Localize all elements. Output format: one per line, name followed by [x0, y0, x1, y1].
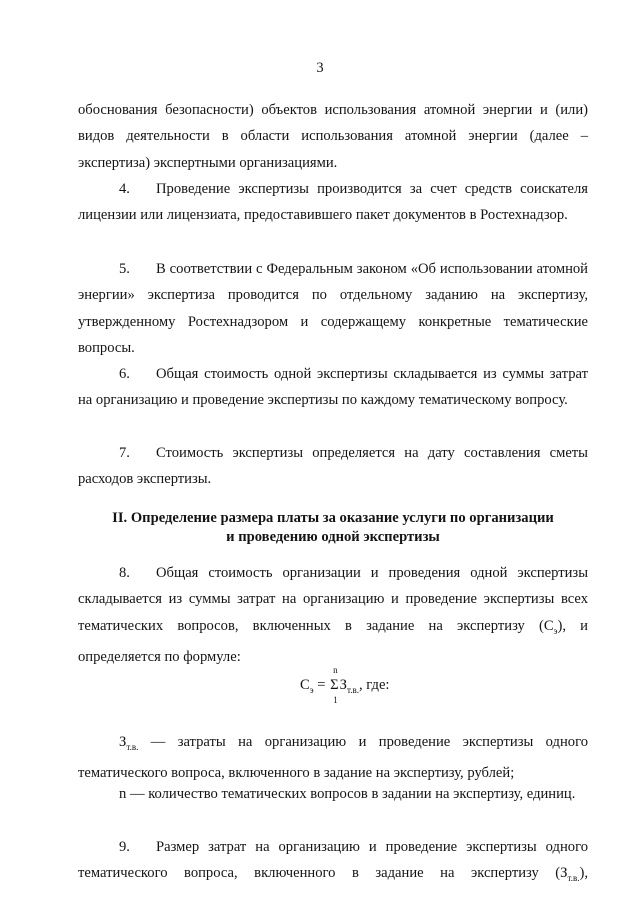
formula-sum-sign	[330, 665, 339, 705]
paragraph-7-number: 7.	[119, 445, 130, 461]
section-heading	[78, 509, 588, 547]
section-heading-line-2: и проведению одной экспертизы	[226, 529, 440, 545]
cost-formula	[300, 665, 390, 705]
paragraph-9-text: Размер затрат на организацию и проведение экспертизы одного тематического вопроса, включенного в задание на экспертизу (З	[78, 839, 588, 882]
paragraph-9-number: 9.	[119, 839, 130, 855]
formula-sigma: Σ	[330, 677, 339, 693]
paragraph-5-number: 5.	[119, 261, 130, 277]
paragraph-6-text: Общая стоимость одной экспертизы складывается из суммы затрат на организацию и проведение экспертизы по каждому тематическому вопросу.	[78, 366, 588, 409]
definition-cost-per-question	[78, 729, 588, 787]
paragraph-7	[78, 440, 588, 493]
definition-1-text: — затраты на организацию и проведение экспертизы одного тематического вопроса, включенного в задание на экспертизу, рублей;	[78, 734, 588, 782]
paragraph-5-text: В соответствии с Федеральным законом «Об использовании атомной энергии» экспертиза проводится по отдельному заданию на экспертизу, утвержденному Ростехнадзором и содержащему конкретные тематические вопросы.	[78, 261, 588, 357]
paragraph-8-number: 8.	[119, 565, 130, 581]
paragraph-continuation: обоснования безопасности) объектов использования атомной энергии и (или) видов деятельности в области использования атомной энергии (далее – экспертиза) экспертными организациями.	[78, 102, 588, 171]
definition-question-count: n — количество тематических вопросов в задании на экспертизу, единиц.	[119, 786, 576, 802]
formula-lhs-subscript: э	[309, 684, 314, 695]
paragraph-8	[78, 560, 588, 671]
formula-equals: =	[313, 677, 330, 693]
definition-1-subscript: т.в.	[126, 741, 139, 752]
paragraph-8-text-a: Общая стоимость организации и проведения одной экспертизы складывается из суммы затрат на организацию и проведение экспертизы всех тематических вопросов, включенных в задание на экспертизу (С	[78, 565, 588, 634]
paragraph-9-subscript: т.в.	[567, 873, 580, 884]
paragraph-4	[78, 176, 588, 229]
formula-upper-limit: n	[333, 665, 338, 675]
paragraph-7-text: Стоимость экспертизы определяется на дату составления сметы расходов экспертизы.	[78, 445, 588, 488]
paragraph-9-tail: ),	[579, 865, 588, 882]
paragraph-6	[78, 361, 588, 414]
paragraph-8-text-b: ), и определяется по формуле:	[78, 617, 588, 666]
definition-1-symbol: З	[119, 734, 127, 750]
formula-term: З	[339, 677, 347, 693]
paragraph-4-number: 4.	[119, 181, 130, 197]
formula-tail: , где:	[358, 677, 390, 693]
paragraph-8-subscript: э	[553, 625, 558, 636]
paragraph-4-text: Проведение экспертизы производится за счет средств соискателя лицензии или лицензиата, предоставившего пакет документов в Ростехнадзор.	[78, 181, 588, 224]
paragraph-9	[78, 834, 588, 892]
formula-term-subscript: т.в.	[346, 684, 359, 695]
formula-lhs: С	[300, 677, 310, 693]
paragraph-6-number: 6.	[119, 366, 130, 382]
page-number: 3	[316, 60, 324, 76]
formula-lower-limit: 1	[333, 695, 338, 705]
paragraph-5	[78, 256, 588, 362]
section-heading-line-1: II. Определение размера платы за оказание услуги по организации	[112, 510, 554, 526]
